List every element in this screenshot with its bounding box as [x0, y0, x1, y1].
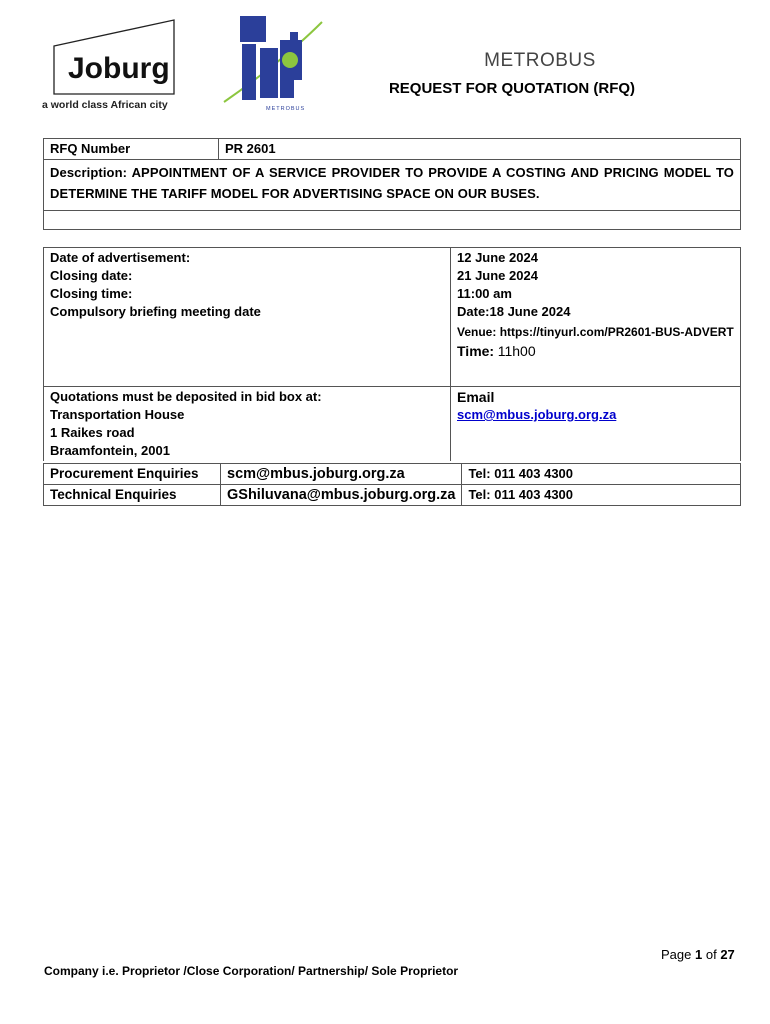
rfq-description: [44, 160, 741, 211]
procurement-email[interactable]: scm@mbus.joburg.org.za: [221, 464, 462, 485]
deposit-line-4: Braamfontein, 2001: [50, 443, 170, 458]
technical-email[interactable]: GShiluvana@mbus.joburg.org.za: [221, 485, 462, 506]
joburg-logo-graphic: [36, 16, 186, 114]
venue-row: [457, 323, 734, 341]
rfq-number-value: PR 2601: [219, 139, 741, 160]
deposit-line-1: Quotations must be deposited in bid box at:: [50, 389, 322, 404]
venue-value[interactable]: https://tinyurl.com/PR2601-BUS-ADVERT: [499, 325, 734, 339]
label-closing-time: Closing time:: [50, 286, 133, 301]
details-table: [43, 247, 741, 461]
technical-label: Technical Enquiries: [44, 485, 221, 506]
procurement-tel: Tel: 011 403 4300: [462, 464, 741, 485]
value-date-advertisement: 12 June 2024: [457, 250, 538, 265]
joburg-logo-text: Joburg: [68, 52, 170, 85]
time-value: 11h00: [497, 343, 536, 359]
joburg-tagline: a world class African city: [42, 99, 168, 111]
joburg-logo: [36, 16, 186, 114]
page-subtitle: REQUEST FOR QUOTATION (RFQ): [388, 80, 636, 97]
page-number: [661, 947, 735, 962]
rfq-table: [43, 138, 741, 230]
page-current: 1: [695, 947, 703, 962]
venue-label: Venue:: [457, 325, 497, 339]
value-closing-time: 11:00 am: [457, 286, 512, 301]
description-label: Description:: [50, 165, 128, 180]
metrobus-logo-text: METROBUS: [266, 106, 306, 112]
page-of: of: [705, 947, 717, 962]
technical-tel: Tel: 011 403 4300: [462, 485, 741, 506]
metrobus-logo: [220, 14, 328, 112]
label-closing-date: Closing date:: [50, 268, 133, 283]
value-closing-date: 21 June 2024: [457, 268, 538, 283]
description-text: APPOINTMENT OF A SERVICE PROVIDER TO PROVIDE A COSTING AND PRICING MODEL TO DETERMINE THE TARIFF MODEL FOR ADVERTISING SPACE ON OUR BUSES.: [50, 165, 734, 201]
value-briefing-date: Date:18 June 2024: [457, 304, 571, 319]
procurement-label: Procurement Enquiries: [44, 464, 221, 485]
email-link[interactable]: scm@mbus.joburg.org.za: [457, 407, 617, 422]
label-briefing-date: Compulsory briefing meeting date: [50, 304, 261, 319]
deposit-line-2: Transportation House: [50, 407, 185, 422]
enquiries-table: [43, 463, 741, 506]
page-prefix: Page: [661, 947, 692, 962]
details-values-cell: [451, 248, 741, 387]
details-labels-cell: [44, 248, 451, 387]
time-label: Time:: [457, 343, 495, 359]
email-label: Email: [457, 389, 495, 405]
empty-row: [44, 211, 741, 230]
label-date-advertisement: Date of advertisement:: [50, 250, 191, 265]
time-row: [457, 342, 734, 361]
deposit-cell: [44, 387, 451, 462]
page-title: METROBUS: [484, 50, 596, 71]
deposit-line-3: 1 Raikes road: [50, 425, 135, 440]
page-total: 27: [720, 947, 735, 962]
company-footer: Company i.e. Proprietor /Close Corporation/ Partnership/ Sole Proprietor: [44, 964, 459, 978]
rfq-number-label: RFQ Number: [44, 139, 219, 160]
email-cell: [451, 387, 741, 462]
metrobus-logo-graphic: [220, 14, 328, 112]
